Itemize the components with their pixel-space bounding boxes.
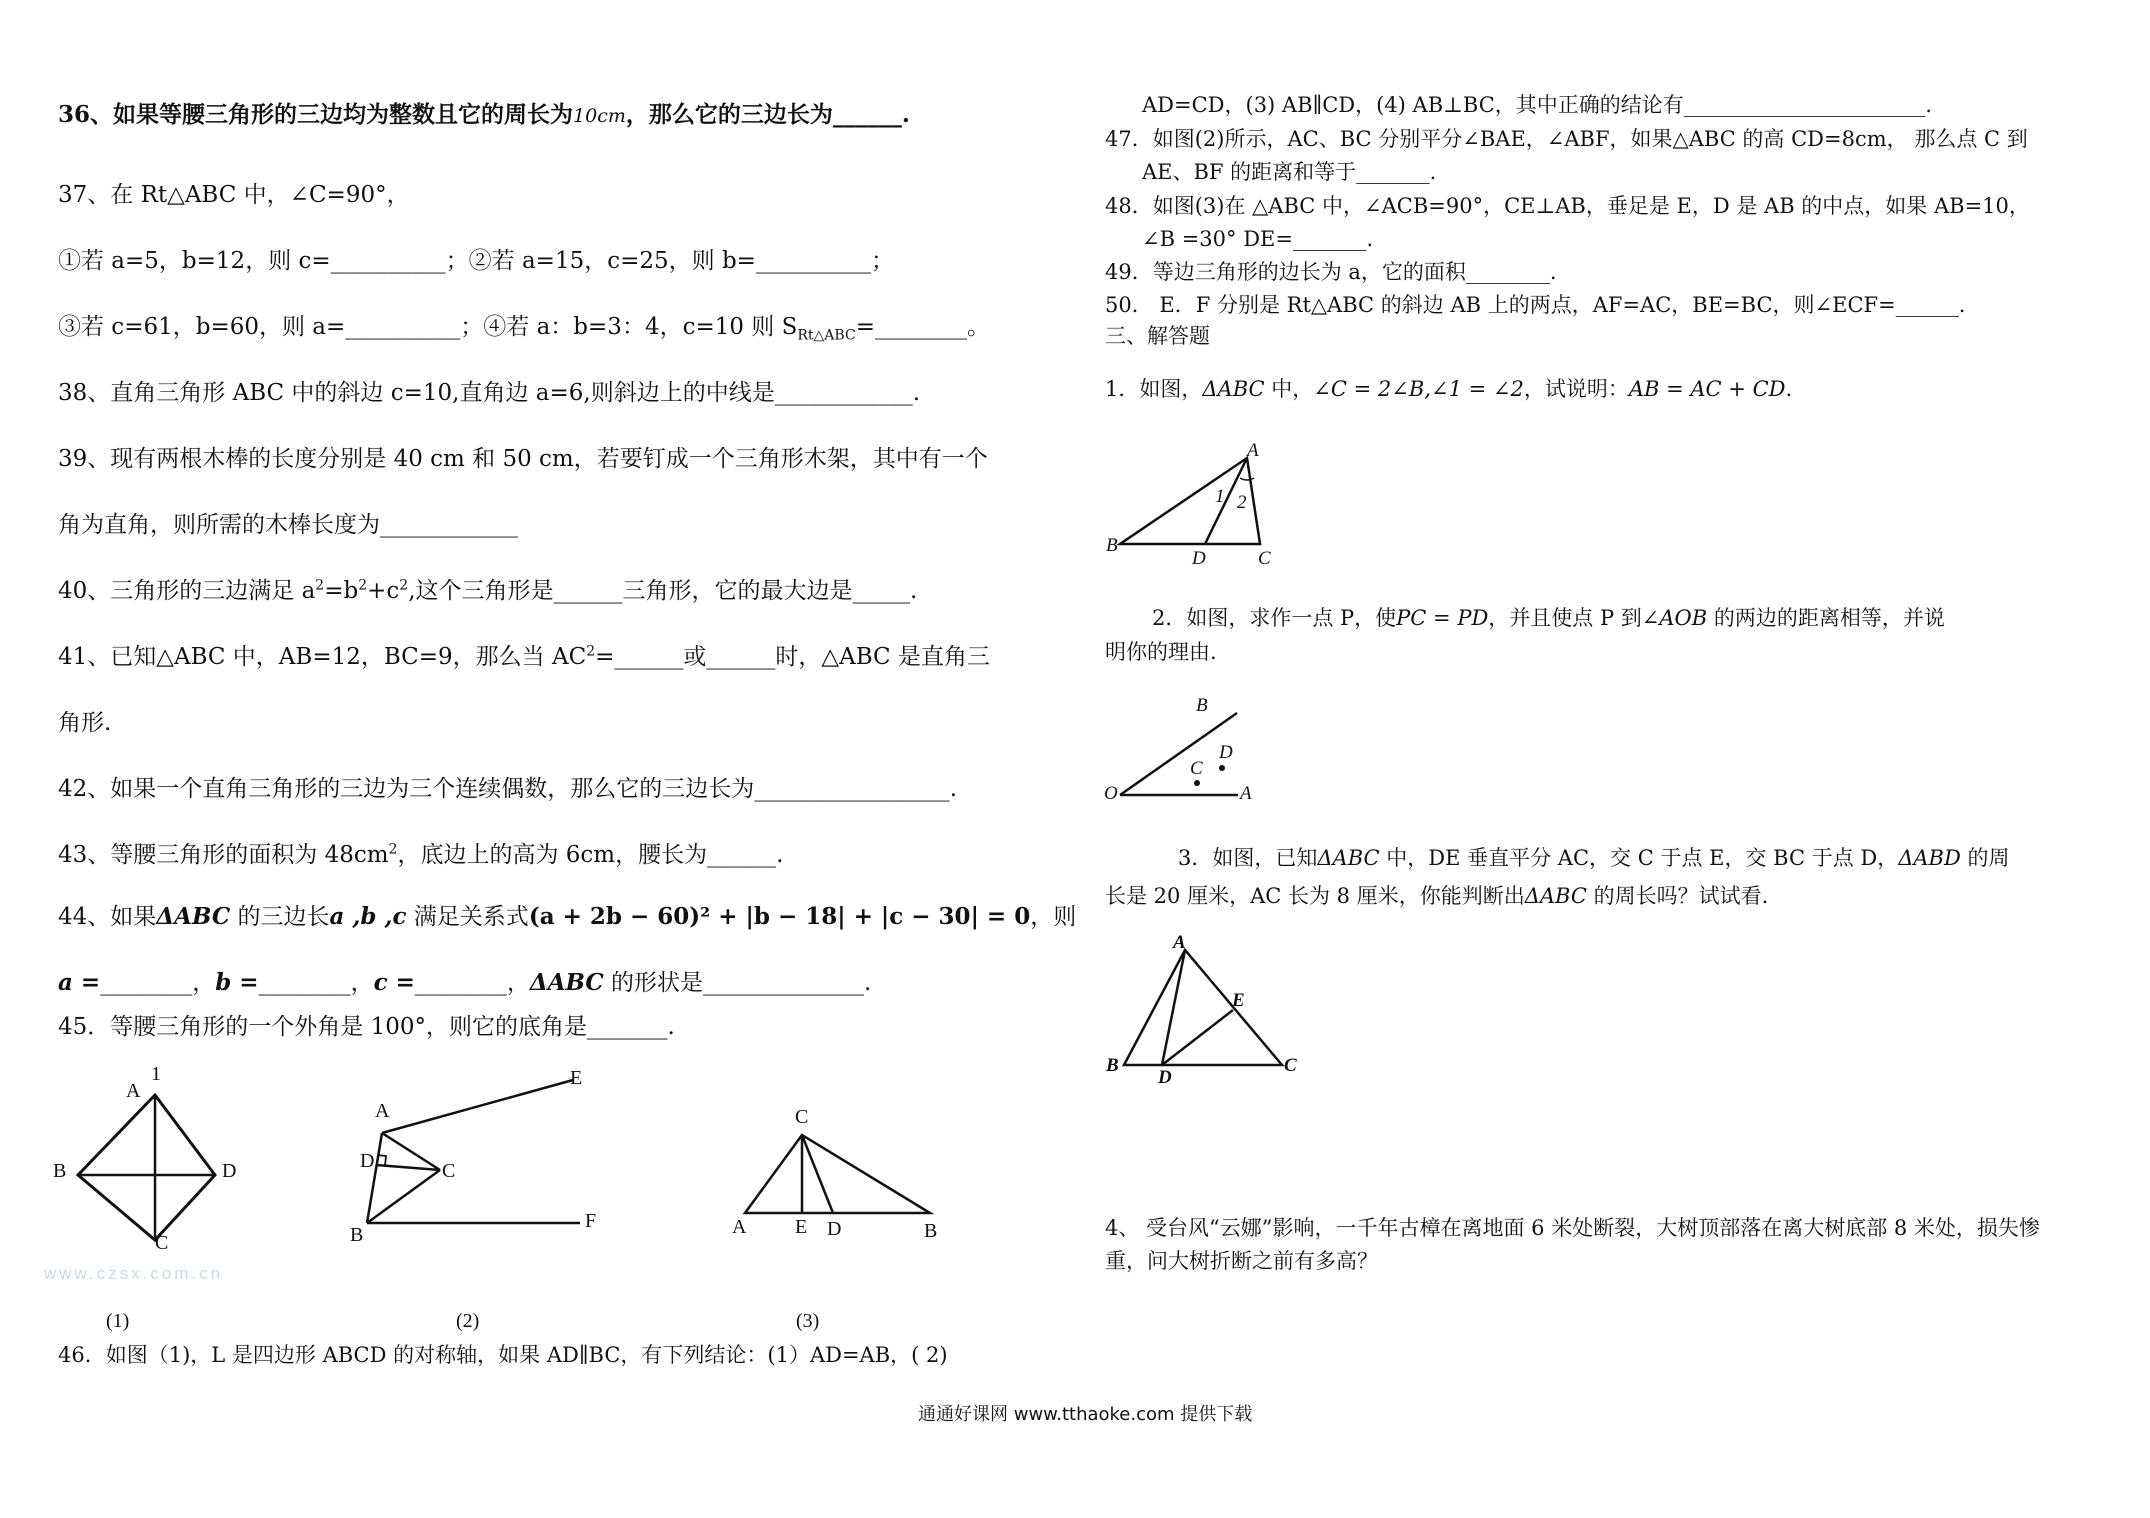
fig3-label-E: E	[795, 1216, 808, 1238]
problem-2-line1: 2．如图，求作一点 P，使PC = PD，并且使点 P 到∠AOB 的两边的距离相等，并说	[1152, 606, 1945, 630]
fig2-label-D: D	[360, 1150, 375, 1172]
fig1-label-B: B	[53, 1160, 67, 1182]
fig2-label-F: F	[585, 1210, 597, 1232]
q41-line2: 角形.	[58, 710, 112, 736]
fig3-caption: (3)	[796, 1310, 820, 1332]
p2fig-label-D: D	[1219, 742, 1233, 763]
fig3-label-D: D	[827, 1218, 842, 1240]
q47-line1: 47．如图(2)所示，AC、BC 分别平分∠BAE，∠ABF，如果△ABC 的高 CD=8cm， 那么点 C 到	[1105, 127, 2028, 151]
fig1-caption: (1)	[106, 1310, 130, 1332]
fig1-label-L: 1	[151, 1063, 161, 1085]
q48-line1: 48．如图(3)在 △ABC 中，∠ACB=90°，CE⊥AB，垂足是 E，D 是 AB 的中点，如果 AB=10，	[1105, 194, 2030, 218]
q42: 42、如果一个直角三角形的三边为三个连续偶数，那么它的三边长为_________________.	[58, 776, 958, 802]
fig3-label-C: C	[795, 1106, 809, 1128]
q46: 46．如图（1)，L 是四边形 ABCD 的对称轴，如果 AD∥BC，有下列结论：(1）AD=AB，( 2)	[58, 1343, 948, 1367]
p2fig-label-O: O	[1104, 783, 1118, 804]
q37-head: 37、在 Rt△ABC 中，∠C=90°，	[58, 182, 410, 208]
problem-3-line1: 3．如图，已知ΔABC 中，DE 垂直平分 AC，交 C 于点 E，交 BC 于点 D，ΔABD 的周	[1178, 846, 2010, 870]
fig3-label-A: A	[732, 1216, 747, 1238]
q43: 43、等腰三角形的面积为 $48cm^2$，底边上的高为 6cm，腰长为______.	[58, 841, 784, 868]
fig1-label-C: C	[155, 1232, 169, 1254]
p2fig-label-A: A	[1240, 783, 1252, 804]
q39-line1: 39、现有两根木棒的长度分别是 40 cm 和 50 cm，若要钉成一个三角形木架，其中有一个	[58, 446, 988, 472]
fig2-label-E: E	[570, 1067, 583, 1089]
p1fig-label-C: C	[1258, 548, 1271, 569]
fig2-label-B: B	[350, 1224, 364, 1246]
q44-line2: a =________，b =________，c =________，ΔABC 的形状是______________.	[58, 969, 872, 996]
section-heading: 三、解答题	[1105, 324, 1210, 348]
q37-part2: ③若 c=61，b=60，则 a=__________；④若 a：b=3：4，c=10 则 $S_{Rt\triangle ABC}=\_\_\_\_\_\_\_\_$。	[58, 314, 990, 344]
q44-line1: 44、如果ΔABC 的三边长a ,b ,c 满足关系式(a + 2b − 60)² + |b − 18| + |c − 30| = 0，则	[58, 903, 1077, 930]
p1fig-label-A: A	[1247, 440, 1259, 461]
problem-3-line2: 长是 20 厘米，AC 长为 8 厘米，你能判断出ΔABC 的周长吗？试试看.	[1105, 884, 1769, 908]
p3fig-label-A: A	[1173, 932, 1186, 953]
fig2-caption: (2)	[456, 1310, 480, 1332]
p3fig-label-E: E	[1232, 990, 1245, 1011]
fig3-label-B: B	[924, 1220, 938, 1242]
p2fig-label-C: C	[1190, 758, 1203, 779]
problem-2-line2: 明你的理由.	[1105, 640, 1217, 664]
q47-line2: AE、BF 的距离和等于_______.	[1142, 160, 1437, 184]
p3fig-label-C: C	[1284, 1055, 1297, 1076]
q50: 50． E．F 分别是 Rt△ABC 的斜边 AB 上的两点，AF=AC，BE=BC，则∠ECF=______.	[1105, 293, 1966, 317]
p3fig-label-B: B	[1106, 1055, 1119, 1076]
p2fig-label-B: B	[1196, 695, 1208, 716]
watermark: www.czsx.com.cn	[44, 1264, 224, 1283]
fig2-label-A: A	[375, 1100, 390, 1122]
problem-3-figure	[0, 0, 1, 1]
q38: 38、直角三角形 ABC 中的斜边 c=10,直角边 a=6,则斜边上的中线是____________.	[58, 380, 921, 406]
q40: 40、三角形的三边满足 $a^2=b^2+c^2$,这个三角形是______三角形，它的最大边是_____.	[58, 577, 918, 604]
p1fig-label-D: D	[1192, 548, 1206, 569]
q41-line1: 41、已知△ABC 中，AB=12，BC=9，那么当 $AC^2=\_\_\_\_\_\_$或______时，△ABC 是直角三	[58, 643, 990, 670]
p1fig-label-B: B	[1106, 535, 1118, 556]
p1fig-angle-2: 2	[1237, 492, 1247, 513]
fig1-label-A: A	[126, 1080, 141, 1102]
p3fig-label-D: D	[1158, 1067, 1172, 1088]
fig1-label-D: D	[222, 1160, 237, 1182]
q39-line2: 角为直角，则所需的木棒长度为____________	[58, 512, 518, 538]
problem-4-line1: 4、 受台风“云娜”影响，一千年古樟在离地面 6 米处断裂，大树顶部落在离大树底部 8 米处，损失惨	[1105, 1216, 2040, 1240]
q49: 49．等边三角形的边长为 a，它的面积________.	[1105, 260, 1557, 284]
p1fig-angle-1: 1	[1215, 486, 1225, 507]
q48-line2: ∠B =30° DE=_______.	[1142, 227, 1374, 251]
problem-1: 1．如图，ΔABC 中，∠C = 2∠B,∠1 = ∠2，试说明：AB = AC + CD.	[1105, 377, 1793, 401]
q36: 36、如果等腰三角形的三边均为整数且它的周长为10cm，那么它的三边长为______.	[58, 101, 910, 128]
q37-part1: ①若 a=5，b=12，则 c=__________；②若 a=15，c=25，则 b=__________；	[58, 248, 894, 274]
fig2-label-C: C	[442, 1160, 456, 1182]
footer-credit: 通通好课网 www.tthaoke.com 提供下载	[918, 1404, 1253, 1425]
q45: 45．等腰三角形的一个外角是 100°，则它的底角是_______.	[58, 1014, 675, 1040]
problem-4-line2: 重，问大树折断之前有多高？	[1105, 1249, 1378, 1273]
q46-continued: AD=CD，(3) AB∥CD，(4) AB⊥BC，其中正确的结论有_______________________.	[1142, 93, 1932, 117]
